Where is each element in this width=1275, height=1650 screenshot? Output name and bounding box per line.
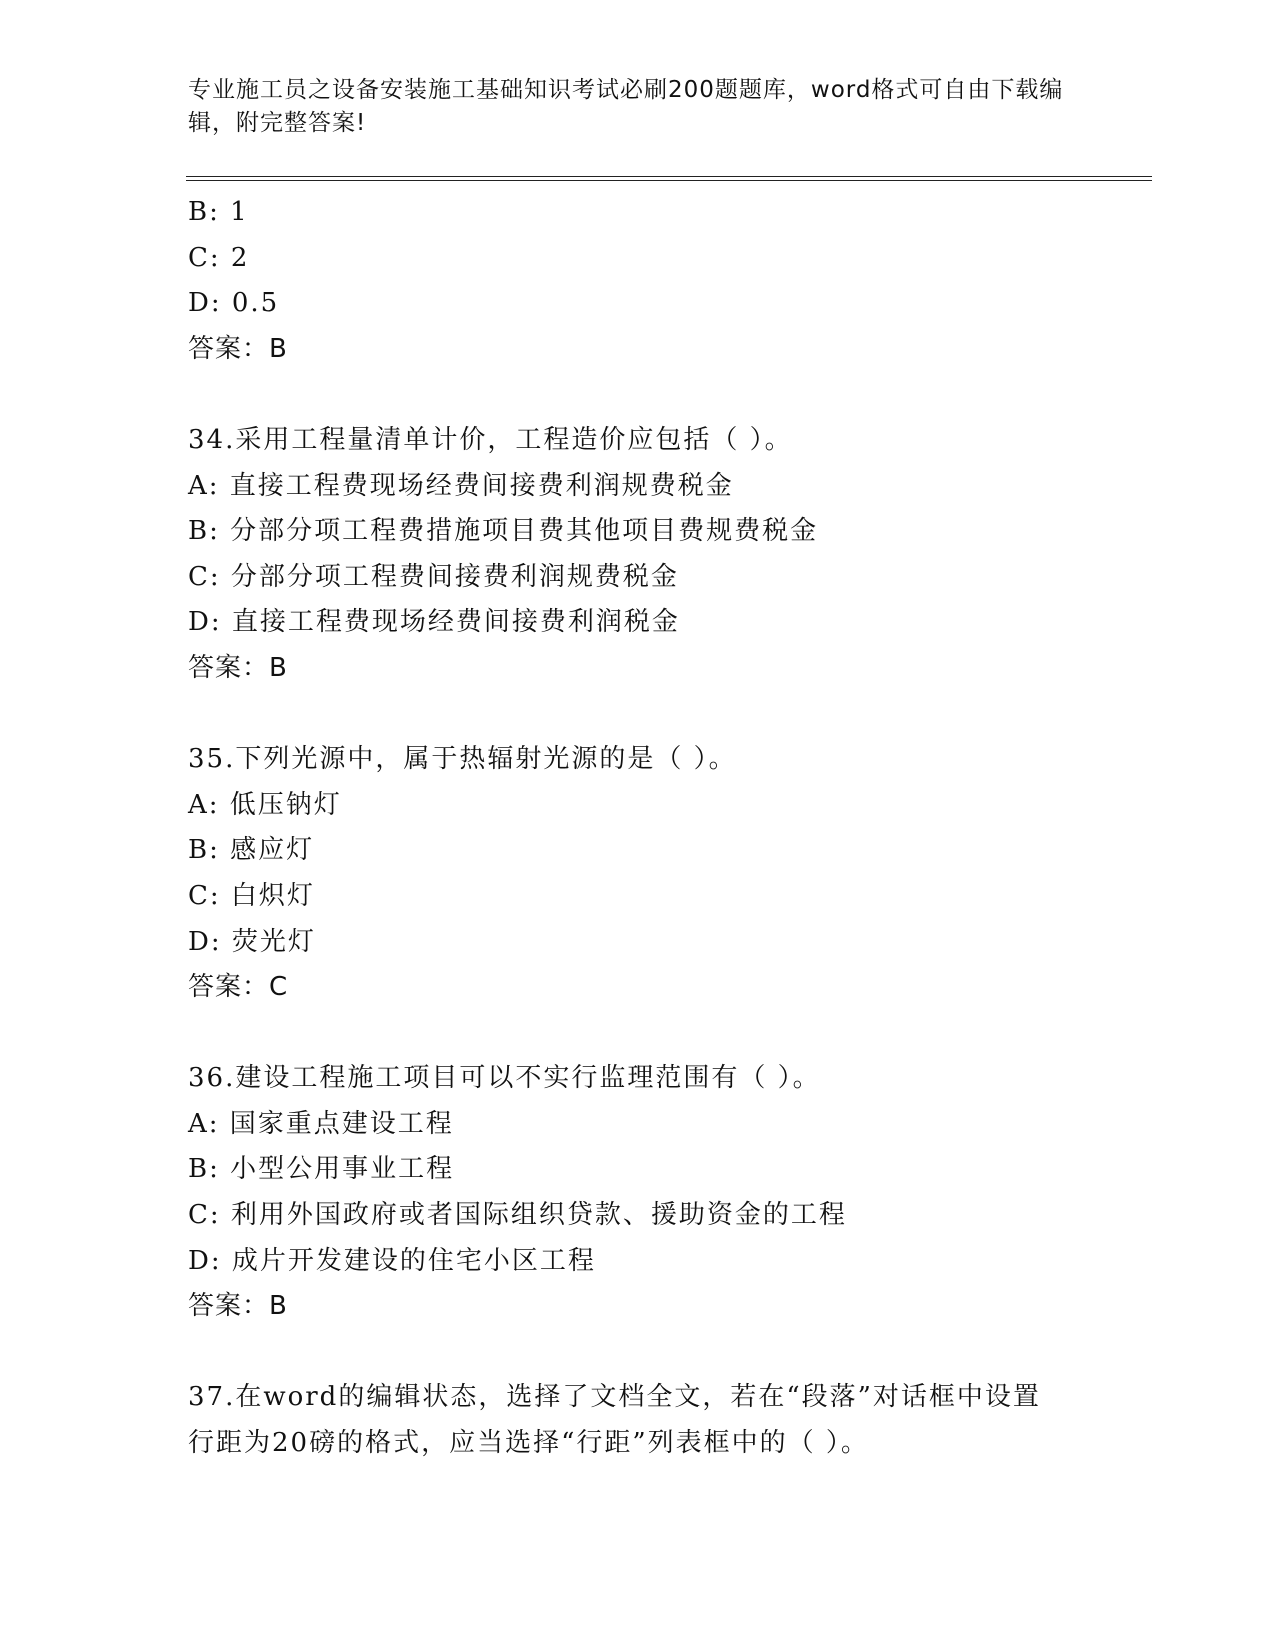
question-35-block: [188, 737, 1148, 1011]
option-c: C: 2: [188, 242, 250, 273]
header-divider-top: [186, 176, 1152, 177]
question-36-block: [188, 1056, 1148, 1330]
question-34-block: [188, 418, 1148, 692]
question-text: 36.建设工程施工项目可以不实行监理范围有（ ）。: [188, 1063, 821, 1094]
option-d: D: 成片开发建设的住宅小区工程: [188, 1245, 596, 1276]
document-header: [188, 74, 1068, 140]
question-37-block: [188, 1375, 1148, 1466]
option-b: B: 小型公用事业工程: [188, 1154, 455, 1185]
option-c: C: 白炽灯: [188, 880, 315, 911]
option-d: D: 直接工程费现场经费间接费利润税金: [188, 607, 680, 638]
option-b: B: 感应灯: [188, 835, 315, 866]
question-text: 34.采用工程量清单计价，工程造价应包括（ ）。: [188, 424, 793, 455]
option-d: D: 荧光灯: [188, 926, 316, 957]
option-d: D: 0.5: [188, 288, 280, 319]
option-c: C: 利用外国政府或者国际组织贷款、援助资金的工程: [188, 1200, 847, 1231]
question-text: 37.在word的编辑状态，选择了文档全文，若在“段落”对话框中设置行距为20磅的格式，应当选择“行距”列表框中的（ ）。: [188, 1382, 1041, 1459]
option-b: B: 1: [188, 197, 249, 227]
question-33-block: [188, 190, 1148, 372]
header-divider-bottom: [186, 180, 1152, 181]
option-b: B: 分部分项工程费措施项目费其他项目费规费税金: [188, 516, 819, 547]
option-a: A: 国家重点建设工程: [188, 1108, 454, 1139]
answer-line: 答案：B: [188, 652, 288, 683]
answer-line: 答案：B: [188, 1291, 288, 1322]
header-title: 专业施工员之设备安装施工基础知识考试必刷200题题库，word格式可自由下载编辑，附完整答案!: [188, 77, 1064, 136]
answer-line: 答案：B: [188, 333, 288, 364]
option-c: C: 分部分项工程费间接费利润规费税金: [188, 561, 679, 592]
question-text: 35.下列光源中，属于热辐射光源的是（ ）。: [188, 744, 737, 775]
option-a: A: 直接工程费现场经费间接费利润规费税金: [188, 470, 734, 501]
question-list: [188, 190, 1148, 1467]
answer-line: 答案：C: [188, 972, 289, 1003]
option-a: A: 低压钠灯: [188, 789, 342, 820]
